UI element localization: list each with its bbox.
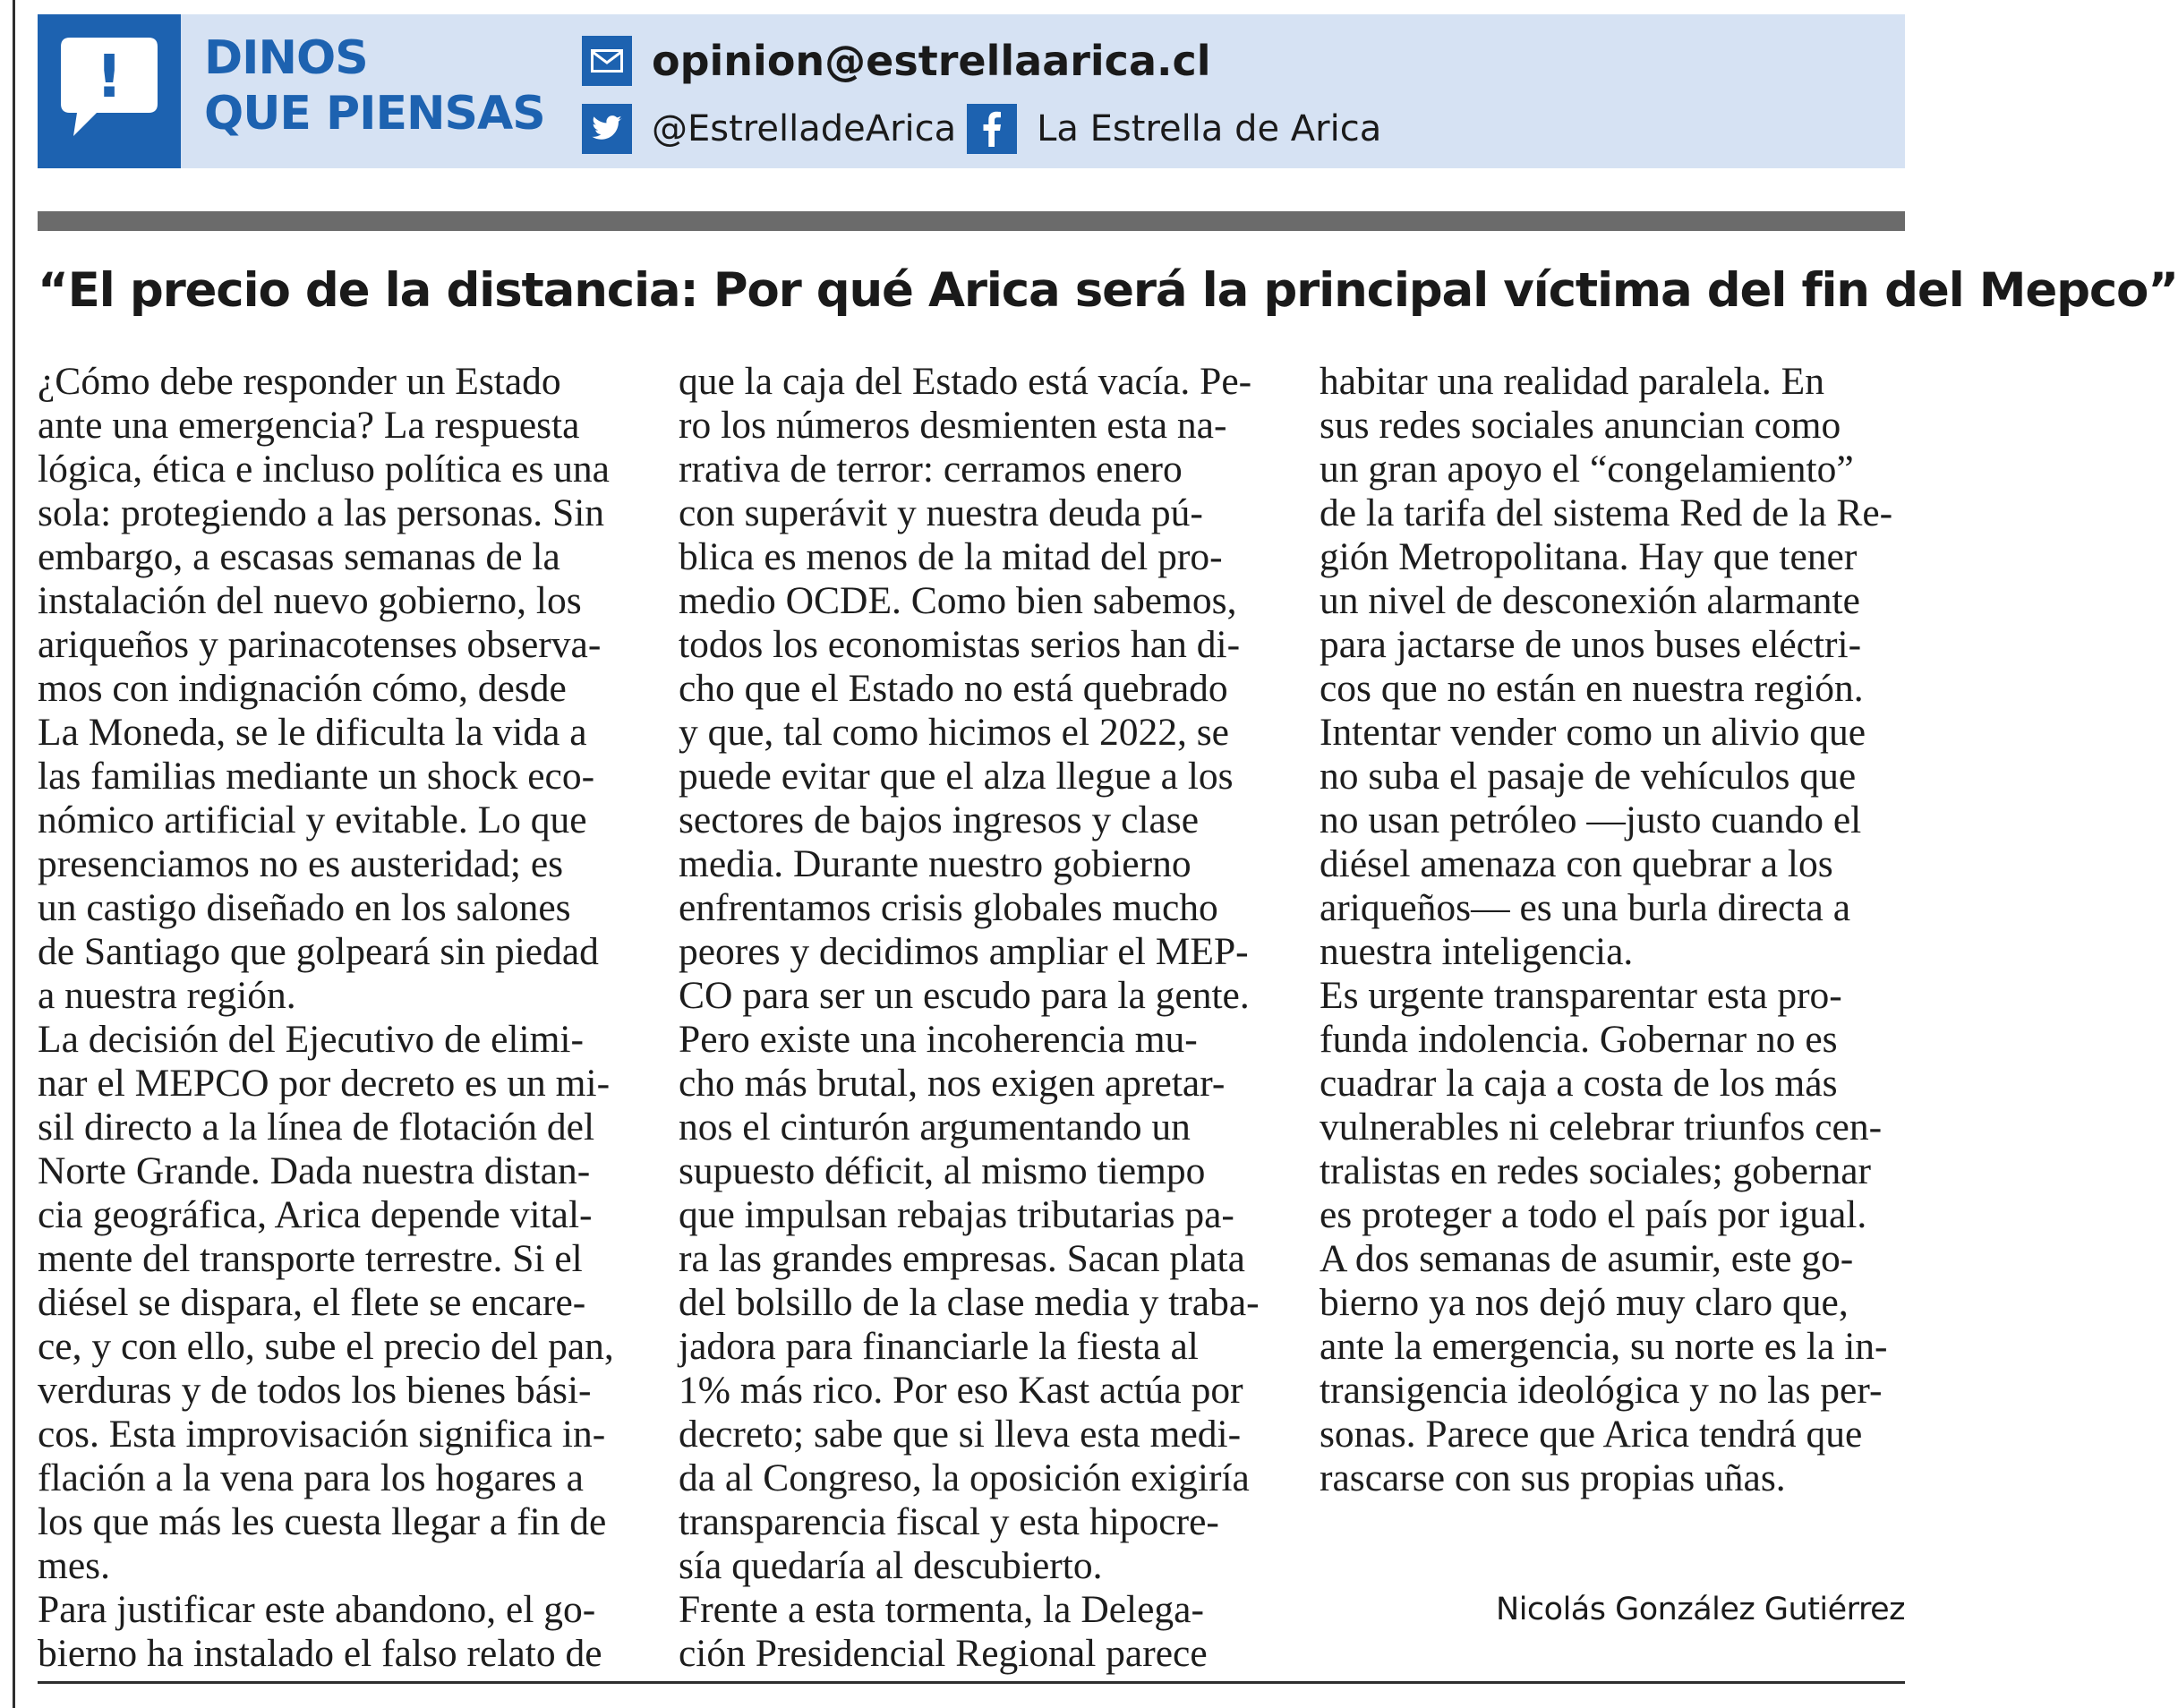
article-line: da al Congreso, la oposición exigiría [679, 1456, 1250, 1499]
article-line: sectores de bajos ingresos y clase [679, 798, 1200, 841]
exclamation-glyph: ! [95, 42, 124, 111]
article-line: no usan petróleo —justo cuando el [1320, 798, 1862, 841]
article-line: las familias mediante un shock eco- [38, 755, 595, 798]
article-line: cos que no están en nuestra región. [1320, 667, 1864, 710]
article-line: nómico artificial y evitable. Lo que [38, 798, 587, 841]
article-line: CO para ser un escudo para la gente. [679, 974, 1250, 1017]
article-column-3 [1320, 360, 1921, 1500]
article-line: Pero existe una incoherencia mu- [679, 1018, 1198, 1061]
article-line: La Moneda, se le dificulta la vida a [38, 711, 587, 754]
article-line: vulnerables ni celebrar triunfos cen- [1320, 1106, 1883, 1149]
article-line: presenciamos no es austeridad; es [38, 842, 564, 885]
article-line: sola: protegiendo a las personas. Sin [38, 491, 605, 534]
bottom-rule [38, 1681, 1905, 1684]
article-line: no suba el pasaje de vehículos que [1320, 755, 1857, 798]
article-line: para jactarse de unos buses eléctri- [1320, 623, 1862, 666]
article-line: nar el MEPCO por decreto es un mi- [38, 1062, 611, 1105]
article-line: funda indolencia. Gobernar no es [1320, 1018, 1838, 1061]
article-line: habitar una realidad paralela. En [1320, 360, 1824, 403]
article-line: diésel amenaza con quebrar a los [1320, 842, 1833, 885]
article-line: mes. [38, 1544, 110, 1587]
article-line: mente del transporte terrestre. Si el [38, 1237, 583, 1280]
article-line: a nuestra región. [38, 974, 296, 1017]
article-line: enfrentamos crisis globales mucho [679, 886, 1218, 929]
article-line: ción Presidencial Regional parece [679, 1632, 1208, 1675]
article-line: un nivel de desconexión alarmante [1320, 579, 1860, 622]
article-line: La decisión del Ejecutivo de elimi- [38, 1018, 584, 1061]
article-line: Para justificar este abandono, el go- [38, 1588, 596, 1631]
article-line: decreto; sabe que si lleva esta medi- [679, 1413, 1242, 1456]
article-line: media. Durante nuestro gobierno [679, 842, 1191, 885]
exclamation-speech-icon [38, 14, 181, 168]
article-column-1 [38, 360, 639, 1676]
article-line: ¿Cómo debe responder un Estado [38, 360, 561, 403]
article-line: puede evitar que el alza llegue a los [679, 755, 1234, 798]
article-line: que la caja del Estado está vacía. Pe- [679, 360, 1252, 403]
section-title [204, 30, 545, 141]
article-line: con superávit y nuestra deuda pú- [679, 491, 1203, 534]
article-line: un gran apoyo el “congelamiento” [1320, 448, 1854, 491]
section-title-line2: QUE PIENSAS [204, 87, 545, 141]
article-headline: “El precio de la distancia: Por qué Arica será la principal víctima del fin del Mepco” [38, 263, 2178, 318]
article-line: cos. Esta improvisación significa in- [38, 1413, 606, 1456]
article-line: 1% más rico. Por eso Kast actúa por [679, 1369, 1243, 1412]
article-line: peores y decidimos ampliar el MEP- [679, 930, 1249, 973]
section-divider-bar [38, 211, 1905, 231]
article-line: sonas. Parece que Arica tendrá que [1320, 1413, 1863, 1456]
article-line: sía quedaría al descubierto. [679, 1544, 1103, 1587]
article-line: un castigo diseñado en los salones [38, 886, 571, 929]
email-address[interactable]: opinion@estrellaarica.cl [652, 37, 1211, 85]
article-line: verduras y de todos los bienes bási- [38, 1369, 592, 1412]
article-line: cho que el Estado no está quebrado [679, 667, 1228, 710]
article-line: los que más les cuesta llegar a fin de [38, 1500, 607, 1543]
article-line: lógica, ética e incluso política es una [38, 448, 610, 491]
article-line: embargo, a escasas semanas de la [38, 535, 560, 578]
article-line: Frente a esta tormenta, la Delega- [679, 1588, 1204, 1631]
email-contact[interactable] [582, 36, 1211, 86]
article-line: tralistas en redes sociales; gobernar [1320, 1149, 1872, 1192]
article-line: bierno ya nos dejó muy claro que, [1320, 1281, 1849, 1324]
article-line: transigencia ideológica y no las per- [1320, 1369, 1883, 1412]
article-line: sus redes sociales anuncian como [1320, 404, 1841, 447]
article-line: flación a la vena para los hogares a [38, 1456, 584, 1499]
article-line: Es urgente transparentar esta pro- [1320, 974, 1842, 1017]
article-line: rrativa de terror: cerramos enero [679, 448, 1183, 491]
article-line: que impulsan rebajas tributarias pa- [679, 1193, 1234, 1236]
article-line: supuesto déficit, al mismo tiempo [679, 1149, 1206, 1192]
article-line: ariqueños— es una burla directa a [1320, 886, 1851, 929]
article-line: rascarse con sus propias uñas. [1320, 1456, 1786, 1499]
article-line: del bolsillo de la clase media y traba- [679, 1281, 1260, 1324]
article-line: todos los economistas serios han di- [679, 623, 1241, 666]
article-line: medio OCDE. Como bien sabemos, [679, 579, 1237, 622]
article-line: cho más brutal, nos exigen apretar- [679, 1062, 1226, 1105]
article-line: ariqueños y parinacotenses observa- [38, 623, 602, 666]
article-line: y que, tal como hicimos el 2022, se [679, 711, 1229, 754]
article-line: diésel se dispara, el flete se encare- [38, 1281, 586, 1324]
article-line: es proteger a todo el país por igual. [1320, 1193, 1867, 1236]
article-line: bierno ha instalado el falso relato de [38, 1632, 602, 1675]
article-line: blica es menos de la mitad del pro- [679, 535, 1223, 578]
facebook-contact[interactable] [967, 104, 1381, 154]
article-line: mos con indignación cómo, desde [38, 667, 567, 710]
article-line: ra las grandes empresas. Sacan plata [679, 1237, 1245, 1280]
article-line: Intentar vender como un alivio que [1320, 711, 1866, 754]
section-title-line1: DINOS [204, 31, 368, 85]
twitter-icon [582, 104, 632, 154]
article-line: cia geográfica, Arica depende vital- [38, 1193, 593, 1236]
article-line: nuestra inteligencia. [1320, 930, 1634, 973]
article-column-2 [679, 360, 1280, 1676]
article-line: ante la emergencia, su norte es la in- [1320, 1325, 1888, 1368]
article-line: transparencia fiscal y esta hipocre- [679, 1500, 1219, 1543]
article-line: ce, y con ello, sube el precio del pan, [38, 1325, 614, 1368]
article-author: Nicolás González Gutiérrez [1496, 1592, 1905, 1627]
twitter-handle[interactable]: @EstrelladeArica [652, 108, 957, 149]
article-line: ante una emergencia? La respuesta [38, 404, 580, 447]
article-line: A dos semanas de asumir, este go- [1320, 1237, 1854, 1280]
article-line: gión Metropolitana. Hay que tener [1320, 535, 1858, 578]
social-contacts [582, 104, 1381, 154]
facebook-icon [967, 104, 1017, 154]
article-line: Norte Grande. Dada nuestra distan- [38, 1149, 591, 1192]
mail-icon [582, 36, 632, 86]
page-left-border [13, 0, 15, 1708]
article-line: de la tarifa del sistema Red de la Re- [1320, 491, 1893, 534]
article-line: de Santiago que golpeará sin piedad [38, 930, 599, 973]
article-line: sil directo a la línea de flotación del [38, 1106, 595, 1149]
article-line: instalación del nuevo gobierno, los [38, 579, 582, 622]
facebook-page-name[interactable]: La Estrella de Arica [1037, 108, 1382, 149]
article-line: cuadrar la caja a costa de los más [1320, 1062, 1838, 1105]
article-line: nos el cinturón argumentando un [679, 1106, 1191, 1149]
article-line: ro los números desmienten esta na- [679, 404, 1227, 447]
article-line: jadora para financiarle la fiesta al [679, 1325, 1199, 1368]
